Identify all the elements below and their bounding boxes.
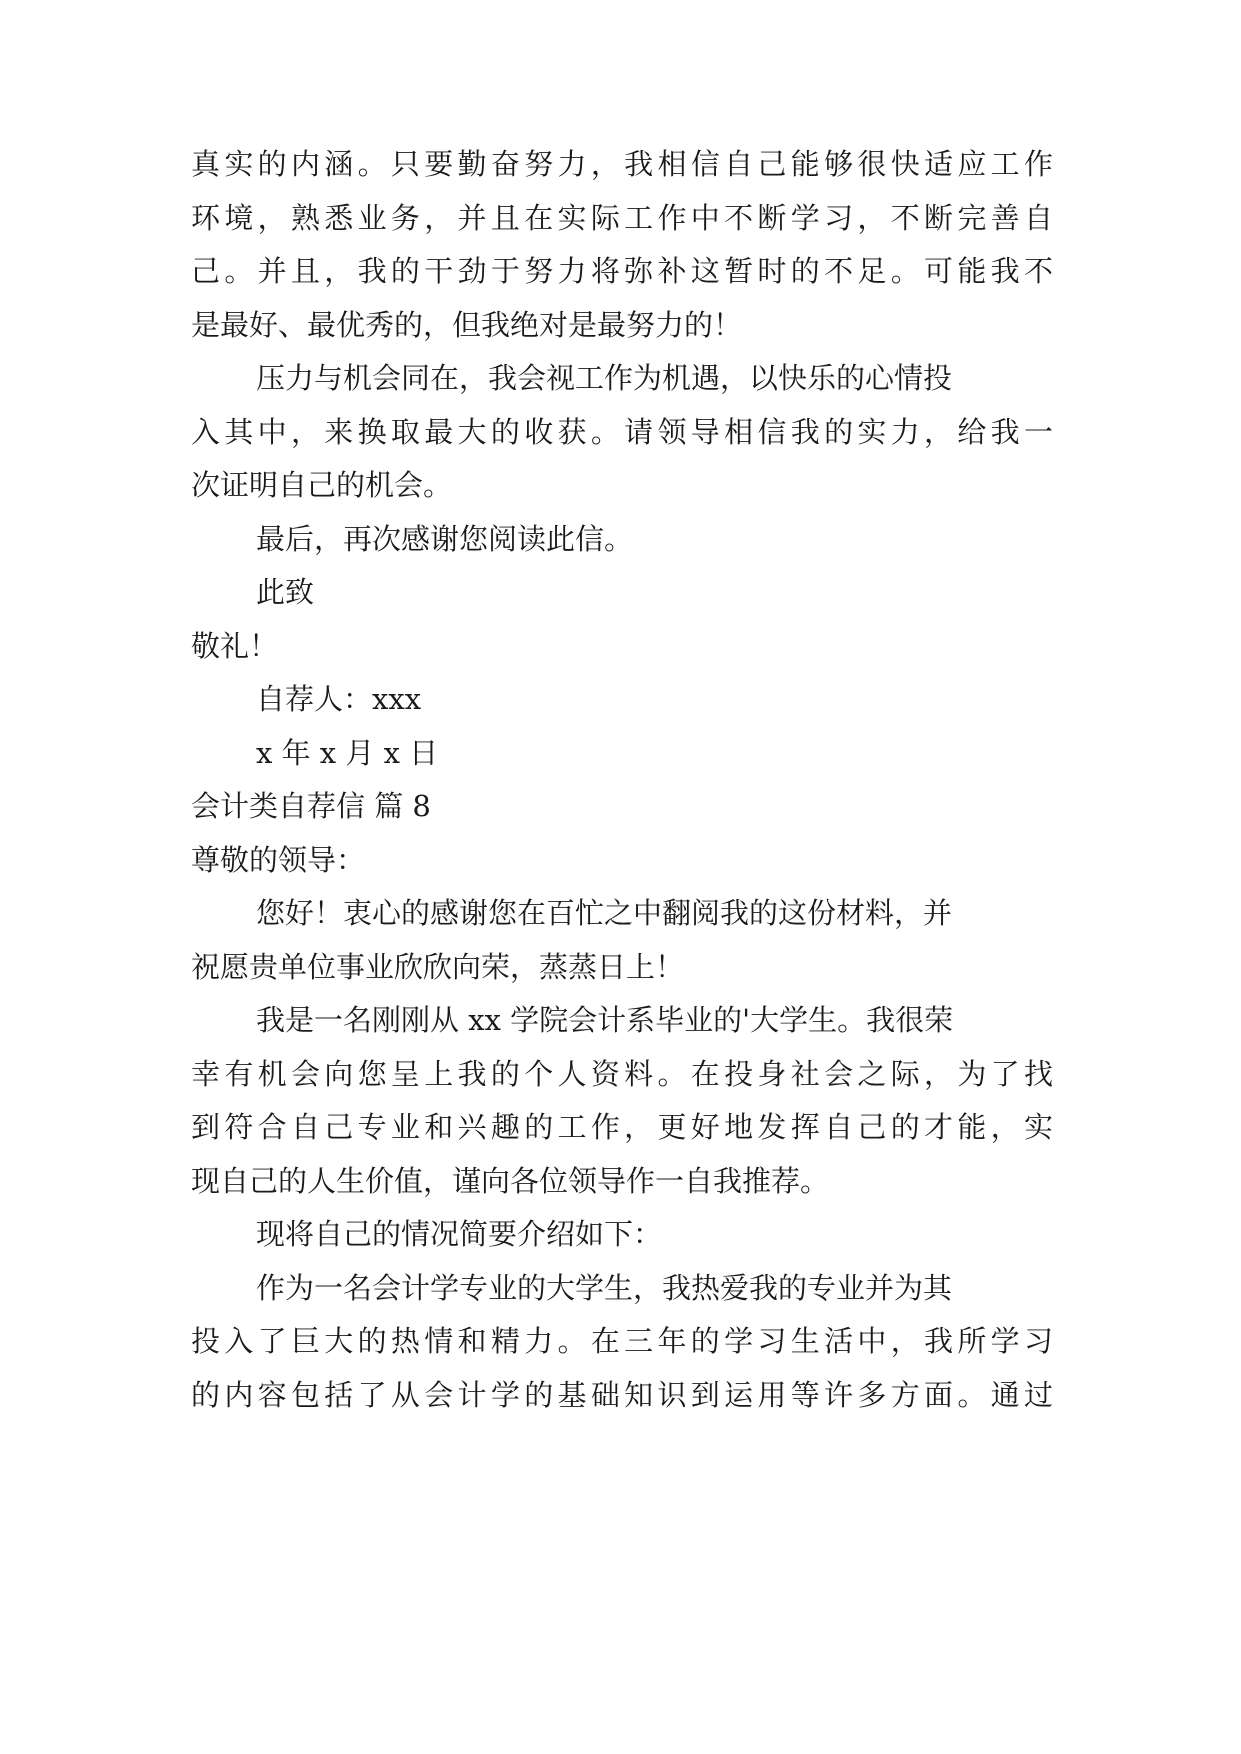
text-line: 真实的内涵。只要勤奋努力，我相信自己能够很快适应工作: [191, 147, 1053, 181]
body-line: [0, 1044, 1241, 1104]
body-line: [0, 455, 1241, 515]
body-line: [0, 723, 1241, 783]
body-line: [0, 295, 1241, 355]
body-line: [0, 1151, 1241, 1211]
signer-line: 自荐人：xxx: [256, 682, 422, 716]
text-line: 祝愿贵单位事业欣欣向荣，蒸蒸日上！: [191, 950, 685, 984]
paragraph-first-line: 我是一名刚刚从 xx 学院会计系毕业的'大学生。我很荣: [256, 1003, 954, 1037]
text-line: 环境，熟悉业务，并且在实际工作中不断学习，不断完善自: [191, 201, 1053, 235]
paragraph-first-line: 作为一名会计学专业的大学生，我热爱我的专业并为其: [256, 1271, 953, 1305]
paragraph-first-line: 您好！衷心的感谢您在百忙之中翻阅我的这份材料，并: [256, 896, 953, 930]
body-line: [0, 402, 1241, 462]
greeting-line: 尊敬的领导：: [191, 843, 366, 877]
paragraph-first-line: 压力与机会同在，我会视工作为机遇，以快乐的心情投: [256, 361, 953, 395]
body-line: [0, 669, 1241, 729]
text-line: 次证明自己的机会。: [191, 468, 453, 502]
text-line: 投入了巨大的热情和精力。在三年的学习生活中，我所学习: [191, 1324, 1053, 1358]
body-line: [0, 616, 1241, 676]
text-line: 是最好、最优秀的，但我绝对是最努力的！: [191, 308, 743, 342]
text-line: 现自己的人生价值，谨向各位领导作一自我推荐。: [191, 1164, 830, 1198]
text-line: 幸有机会向您呈上我的个人资料。在投身社会之际，为了找: [191, 1057, 1053, 1091]
body-line: [0, 348, 1241, 408]
body-line: [0, 1365, 1241, 1425]
body-line: [0, 830, 1241, 890]
date-line: x 年 x 月 x 日: [256, 736, 439, 770]
closing-line: 最后，再次感谢您阅读此信。: [256, 522, 634, 556]
text-line: 的内容包括了从会计学的基础知识到运用等许多方面。通过: [191, 1378, 1053, 1412]
body-line: [0, 134, 1241, 194]
text-line: 入其中，来换取最大的收获。请领导相信我的实力，给我一: [191, 415, 1053, 449]
text-line: 己。并且，我的干劲于努力将弥补这暂时的不足。可能我不: [191, 254, 1053, 288]
body-line: [0, 1204, 1241, 1264]
body-line: [0, 883, 1241, 943]
body-line: [0, 509, 1241, 569]
body-line: [0, 1258, 1241, 1318]
body-line: [0, 937, 1241, 997]
body-line: [0, 1311, 1241, 1371]
text-line: 到符合自己专业和兴趣的工作，更好地发挥自己的才能，实: [191, 1110, 1053, 1144]
salutation-line: 敬礼！: [191, 629, 279, 663]
paragraph-first-line: 现将自己的情况简要介绍如下：: [256, 1217, 663, 1251]
body-line: [0, 562, 1241, 622]
body-line: [0, 188, 1241, 248]
section-heading: 会计类自荐信 篇 8: [191, 789, 431, 823]
body-line: [0, 241, 1241, 301]
body-line: [0, 990, 1241, 1050]
body-line: [0, 776, 1241, 836]
salutation-line: 此致: [256, 575, 315, 609]
body-line: [0, 1097, 1241, 1157]
